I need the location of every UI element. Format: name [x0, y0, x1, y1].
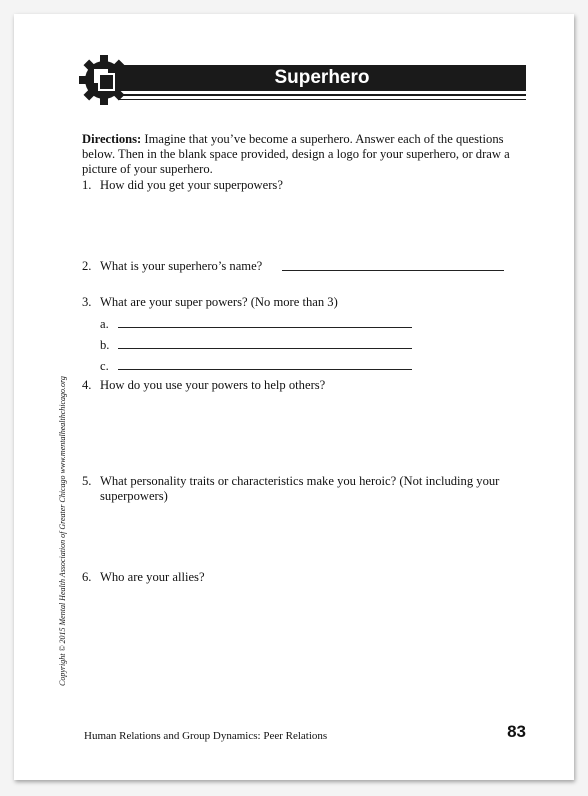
page-title: Superhero	[274, 67, 370, 88]
sub-item-b: b.	[100, 338, 110, 352]
directions-block	[82, 132, 522, 177]
question-number: 1.	[82, 178, 92, 192]
question-5	[82, 474, 522, 504]
question-text: How do you use your powers to help others?	[100, 378, 326, 392]
question-number: 4.	[82, 378, 92, 392]
question-2	[82, 259, 522, 274]
question-number: 5.	[82, 474, 92, 488]
question-6	[82, 570, 522, 585]
footer-book-title: Human Relations and Group Dynamics: Peer Relations	[84, 730, 328, 742]
directions-text: Imagine that you’ve become a superhero. Answer each of the questions below. Then in the blank space provided, design a logo for your superhero, or draw a picture of your superhero.	[82, 132, 510, 176]
question-1	[82, 178, 522, 193]
title-banner	[118, 65, 526, 91]
sub-item-a: a.	[100, 317, 109, 331]
answer-line-name[interactable]	[282, 270, 504, 271]
question-text: What is your superhero’s name?	[100, 259, 263, 273]
question-3	[82, 295, 522, 310]
copyright-notice: Copyright © 2015 Mental Health Association of Greater Chicago www.mentalhealthchicago.org	[58, 376, 67, 686]
banner-rule-thin	[118, 99, 526, 100]
page-number: 83	[507, 722, 526, 741]
answer-line-power-b[interactable]	[118, 348, 412, 349]
question-4	[82, 378, 522, 393]
question-text: Who are your allies?	[100, 570, 205, 584]
question-number: 3.	[82, 295, 92, 309]
question-text: How did you get your superpowers?	[100, 178, 283, 192]
sub-item-c: c.	[100, 359, 109, 373]
directions-label: Directions:	[82, 132, 142, 146]
question-text: What personality traits or characteristics make you heroic? (Not including your superpowers)	[100, 474, 500, 503]
answer-line-power-a[interactable]	[118, 327, 412, 328]
banner-rule-thick	[118, 94, 526, 96]
question-number: 6.	[82, 570, 92, 584]
worksheet-page	[14, 14, 574, 780]
answer-line-power-c[interactable]	[118, 369, 412, 370]
question-text: What are your super powers? (No more than 3)	[100, 295, 338, 309]
question-number: 2.	[82, 259, 92, 273]
